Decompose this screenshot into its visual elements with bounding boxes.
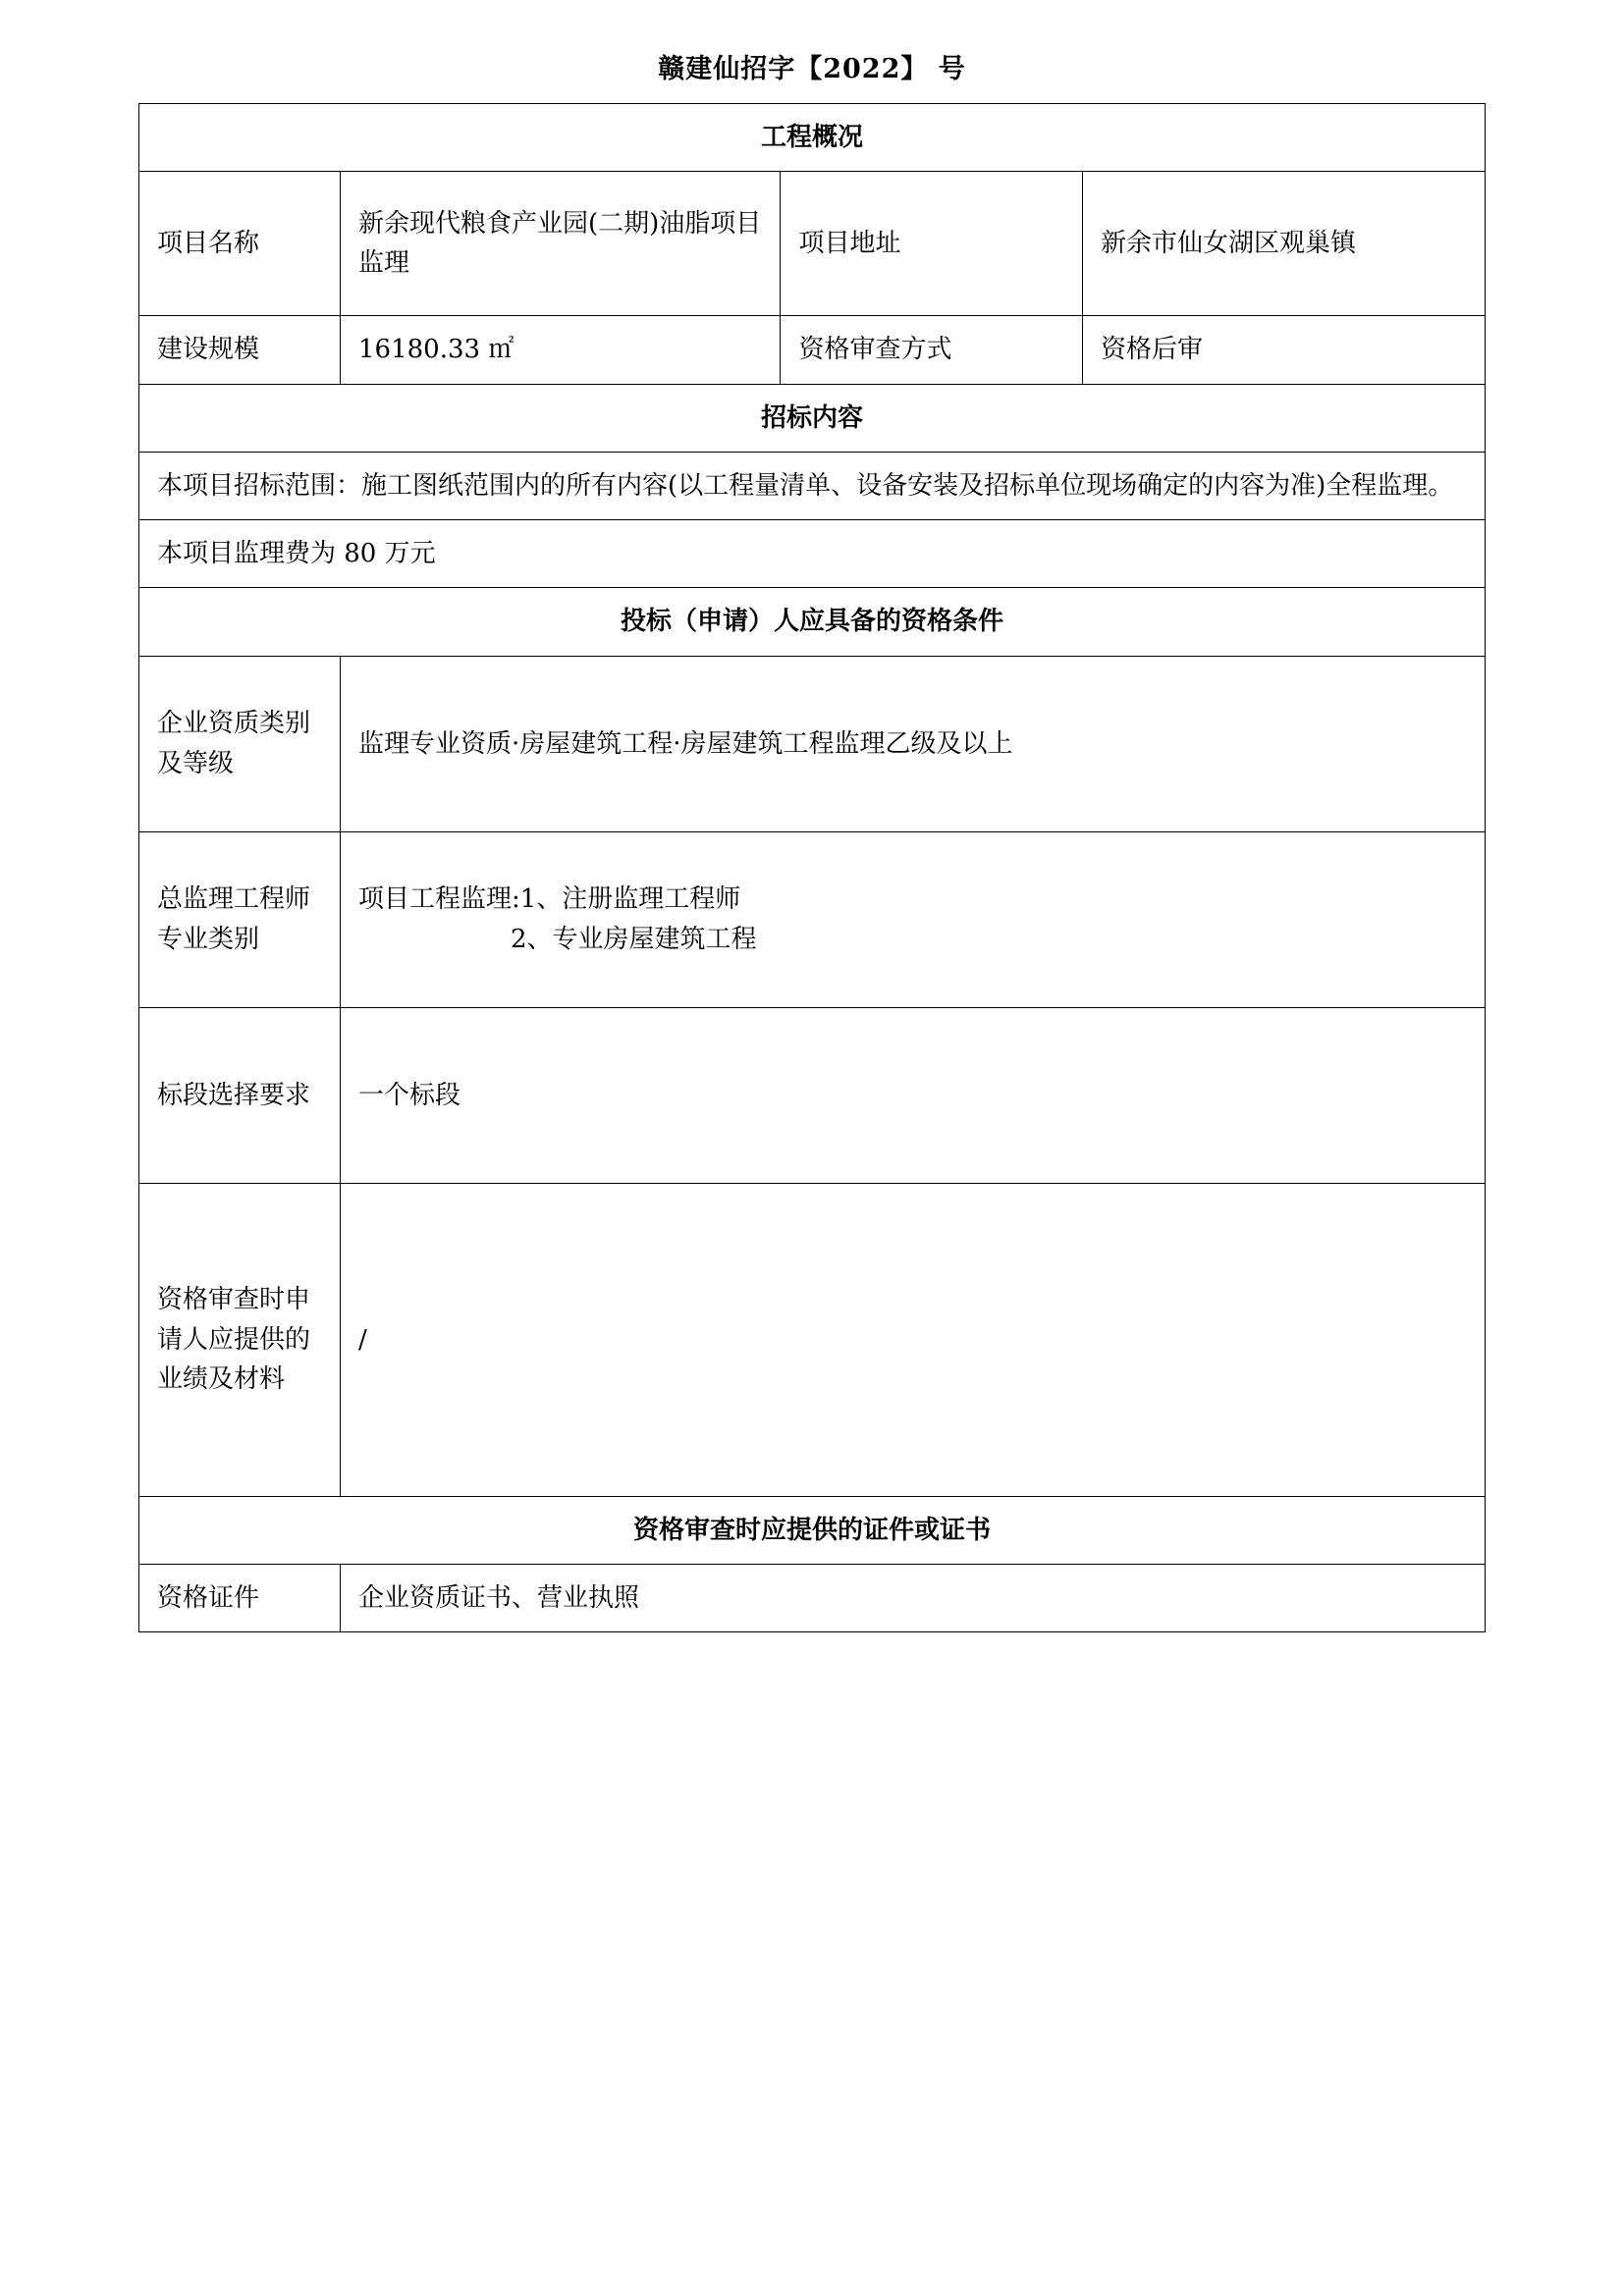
table-row: [139, 172, 1486, 316]
table-row: [139, 588, 1486, 656]
table-row: [139, 656, 1486, 831]
table-row: [139, 1007, 1486, 1183]
table-row: [139, 1496, 1486, 1564]
label-enterprise-qualification: 企业资质类别及等级: [139, 656, 341, 831]
bid-scope-text: 本项目招标范围：施工图纸范围内的所有内容(以工程量清单、设备安装及招标单位现场确定的内容为准)全程监理。: [139, 452, 1486, 519]
table-row: [139, 104, 1486, 172]
section-title-qualification: 投标（申请）人应具备的资格条件: [139, 588, 1486, 656]
value-project-address: 新余市仙女湖区观巢镇: [1082, 172, 1485, 316]
table-row: [139, 316, 1486, 384]
label-performance-materials: 资格审查时申请人应提供的业绩及材料: [139, 1183, 341, 1496]
value-performance-materials: /: [341, 1183, 1486, 1496]
section-title-certificates: 资格审查时应提供的证件或证书: [139, 1496, 1486, 1564]
label-section-selection: 标段选择要求: [139, 1007, 341, 1183]
section-title-bid-content: 招标内容: [139, 384, 1486, 452]
value-qualification-certificate: 企业资质证书、营业执照: [341, 1565, 1486, 1632]
table-row: [139, 831, 1486, 1007]
chief-engineer-line-1: 项目工程监理:1、注册监理工程师: [358, 884, 741, 915]
label-qualification-certificate: 资格证件: [139, 1565, 341, 1632]
value-chief-engineer-category: [341, 831, 1486, 1007]
table-row: [139, 1183, 1486, 1496]
table-row: [139, 384, 1486, 452]
label-chief-engineer-category: 总监理工程师专业类别: [139, 831, 341, 1007]
table-row: [139, 520, 1486, 588]
value-project-name: 新余现代粮食产业园(二期)油脂项目监理: [341, 172, 781, 316]
value-review-method: 资格后审: [1082, 316, 1485, 384]
label-construction-scale: 建设规模: [139, 316, 341, 384]
value-construction-scale: 16180.33 ㎡: [341, 316, 781, 384]
supervision-fee-text: 本项目监理费为 80 万元: [139, 520, 1486, 588]
label-project-name: 项目名称: [139, 172, 341, 316]
tender-info-table: [138, 103, 1486, 1632]
value-section-selection: 一个标段: [341, 1007, 1486, 1183]
value-enterprise-qualification: 监理专业资质·房屋建筑工程·房屋建筑工程监理乙级及以上: [341, 656, 1486, 831]
table-row: [139, 1565, 1486, 1632]
label-review-method: 资格审查方式: [781, 316, 1083, 384]
label-project-address: 项目地址: [781, 172, 1083, 316]
table-row: [139, 452, 1486, 519]
section-title-overview: 工程概况: [139, 104, 1486, 172]
document-number: 赣建仙招字【2022】 号: [658, 54, 966, 84]
chief-engineer-line-2: 2、专业房屋建筑工程: [511, 924, 757, 954]
